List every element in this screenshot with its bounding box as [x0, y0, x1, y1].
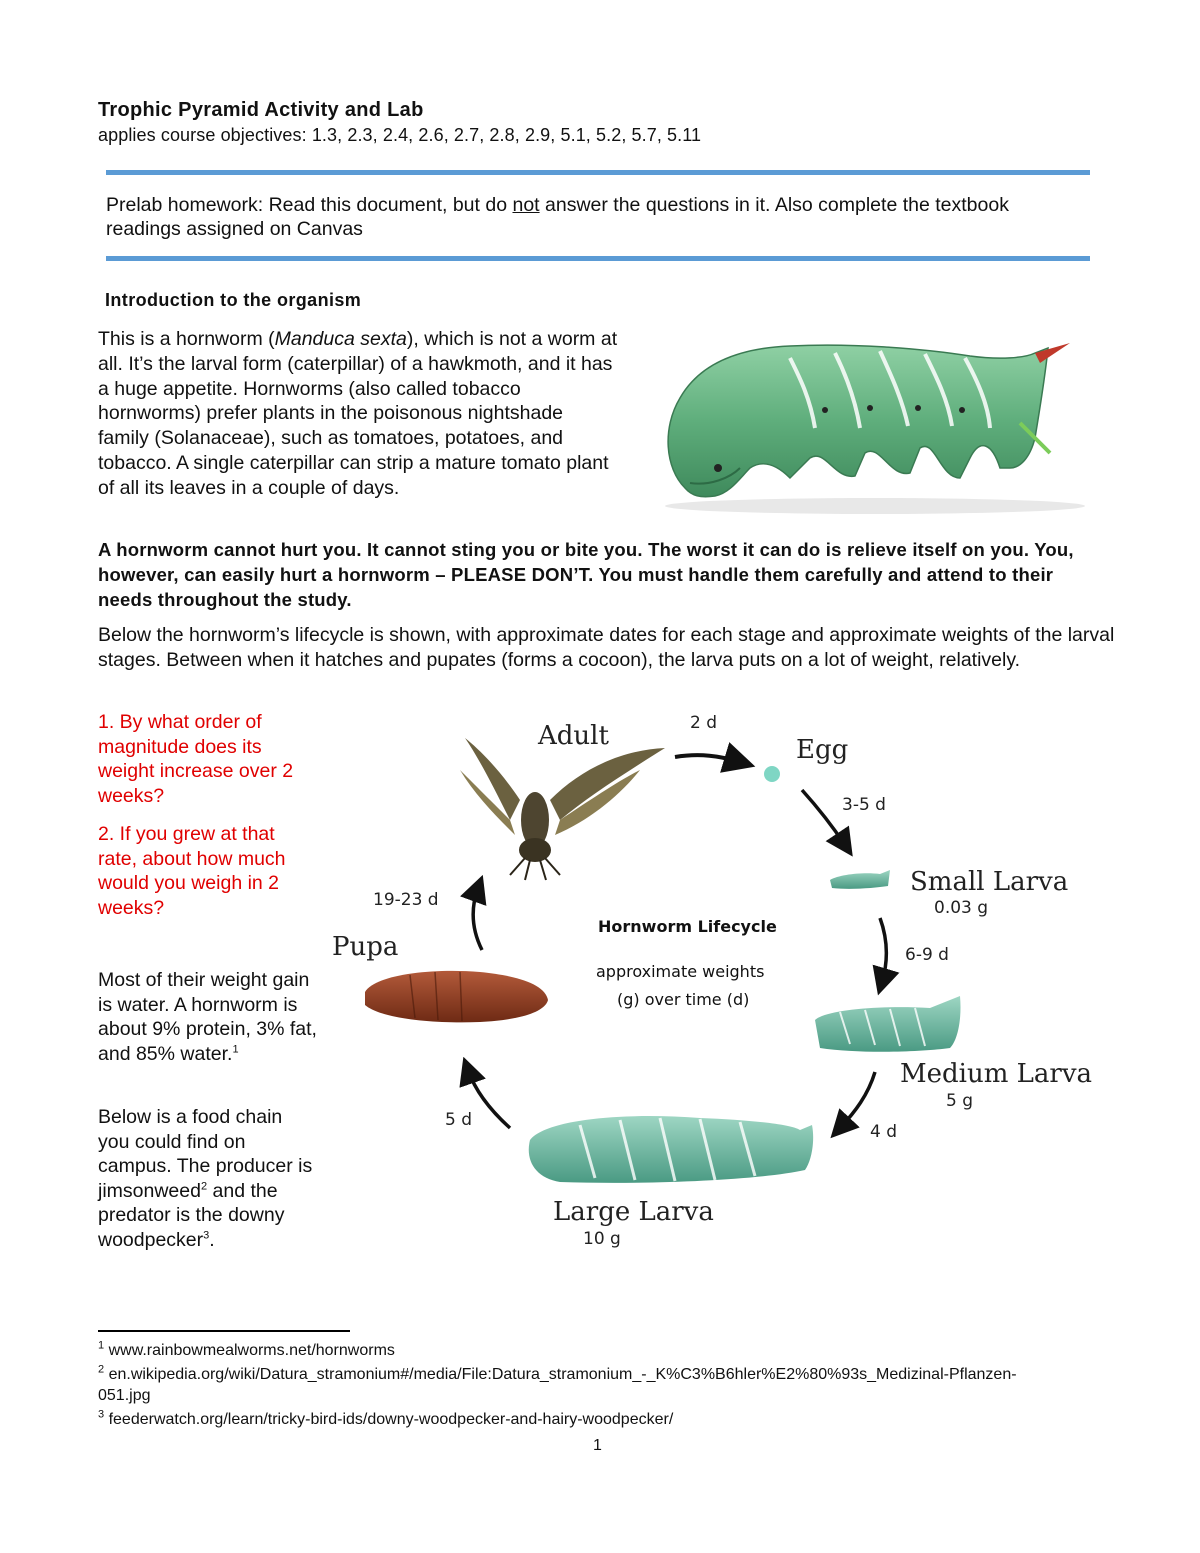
intro-paragraph [98, 327, 618, 501]
footnote-link[interactable]: feederwatch.org/learn/tricky-bird-ids/downy-woodpecker-and-hairy-woodpecker/ [108, 1411, 674, 1428]
bottom-divider [106, 256, 1090, 261]
arrow-large-to-pupa [468, 1070, 510, 1128]
lifecycle-diagram [320, 700, 1120, 1260]
arrow-egg-to-small [802, 790, 845, 845]
medium-larva-image [815, 996, 961, 1052]
prelab-text-end: answer the questions in it. Also complete the textbook readings assigned on Canvas [106, 194, 1009, 240]
footnote-num: 3 [98, 1408, 105, 1421]
stage-small-larva: Small Larva [910, 867, 1069, 897]
stage-pupa: Pupa [332, 932, 399, 962]
stage-medium-larva: Medium Larva [900, 1059, 1093, 1089]
footnote-2 [98, 1364, 1058, 1406]
prelab-box [106, 193, 1086, 241]
egg-image [764, 766, 780, 782]
large-larva-image [529, 1116, 813, 1183]
species-name: Manduca sexta [274, 328, 407, 350]
pupa-image [365, 971, 548, 1022]
food-chain-text-c: . [209, 1228, 215, 1251]
footnote-ref-2[interactable]: 2 [200, 1180, 208, 1193]
arrow-medium-to-large [840, 1072, 875, 1128]
diagram-subtitle-line2: (g) over time (d) [617, 990, 750, 1009]
arrow-pupa-to-adult [473, 888, 482, 950]
footnote-link[interactable]: en.wikipedia.org/wiki/Datura_stramonium#/media/File:Datura_stramonium_-_K%C3%B6hler%E2%80%93s_Medizinal-Pflanzen-051.jpg [98, 1366, 1017, 1404]
intro-text-start: This is a hornworm ( [98, 328, 275, 350]
weight-large-larva: 10 g [583, 1229, 621, 1249]
arrow-small-to-medium [880, 918, 886, 982]
adult-moth-image [460, 738, 665, 880]
question-1: 1. By what order of magnitude does its weight increase over 2 weeks? [98, 711, 294, 807]
weight-medium-larva: 5 g [946, 1091, 974, 1111]
prelab-text-start: Prelab homework: Read this document, but do [106, 194, 513, 216]
footnote-num: 2 [98, 1363, 105, 1376]
footnote-link[interactable]: www.rainbowmealworms.net/hornworms [108, 1342, 395, 1359]
diagram-subtitle-line1: approximate weights [596, 962, 765, 981]
footnote-num: 1 [98, 1339, 105, 1352]
small-larva-image [830, 870, 890, 889]
duration-pupa-adult: 19-23 d [373, 890, 439, 910]
top-divider [106, 170, 1090, 175]
document-title: Trophic Pyramid Activity and Lab [98, 99, 424, 121]
water-content-note [98, 968, 318, 1066]
stage-egg: Egg [796, 735, 849, 765]
footnote-1 [98, 1340, 1058, 1361]
stage-large-larva: Large Larva [553, 1197, 714, 1227]
intro-text-end: ), which is not a worm at all. It’s the larval form (caterpillar) of a hawkmoth, and it has a huge appetite. Hornworms (also called tobacco hornworms) prefer plants in the poisonous nightshade family (Solanaceae), such as tomatoes, potatoes, and tobacco. A single caterpillar can strip a mature tomato plant of all its leaves in a couple of days. [98, 328, 618, 499]
prelab-underlined-word: not [512, 194, 540, 216]
footnote-separator [98, 1330, 350, 1332]
question-2: 2. If you grew at that rate, about how much would you weigh in 2 weeks? [98, 823, 286, 919]
duration-adult-egg: 2 d [690, 713, 718, 733]
duration-egg-small: 3-5 d [842, 795, 886, 815]
page-number: 1 [593, 1437, 602, 1454]
diagram-title: Hornworm Lifecycle [598, 917, 777, 936]
course-objectives: applies course objectives: 1.3, 2.3, 2.4, 2.6, 2.7, 2.8, 2.9, 5.1, 5.2, 5.7, 5.11 [98, 125, 702, 145]
duration-small-medium: 6-9 d [905, 945, 949, 965]
food-chain-text-a: Below is a food chain you could find on campus. The producer is jimsonweed [98, 1106, 313, 1202]
food-chain-note [98, 1105, 318, 1253]
food-chain-text-b: and the predator is the downy woodpecker [98, 1179, 285, 1251]
footnote-3 [98, 1409, 1058, 1430]
duration-large-pupa: 5 d [445, 1110, 473, 1130]
water-note-text: Most of their weight gain is water. A hornworm is about 9% protein, 3% fat, and 85% water. [98, 969, 317, 1065]
hornworm-photo [640, 318, 1110, 518]
lifecycle-paragraph: Below the hornworm’s lifecycle is shown, with approximate dates for each stage and approximate weights of the larval stages. Between when it hatches and pupates (forms a cocoon), the larva puts on a lot of weight, relatively. [98, 624, 1115, 671]
footnote-ref-3[interactable]: 3 [203, 1229, 210, 1242]
handling-warning: A hornworm cannot hurt you. It cannot sting you or bite you. The worst it can do is relieve itself on you. You, however, can easily hurt a hornworm – PLEASE DON’T. You must handle them carefully and attend to their needs throughout the study. [98, 539, 1074, 610]
stage-adult: Adult [538, 721, 609, 751]
duration-medium-large: 4 d [870, 1122, 898, 1142]
footnote-ref-1[interactable]: 1 [232, 1043, 239, 1056]
intro-heading: Introduction to the organism [105, 290, 362, 310]
weight-small-larva: 0.03 g [934, 898, 989, 918]
arrow-adult-to-egg [675, 755, 740, 762]
